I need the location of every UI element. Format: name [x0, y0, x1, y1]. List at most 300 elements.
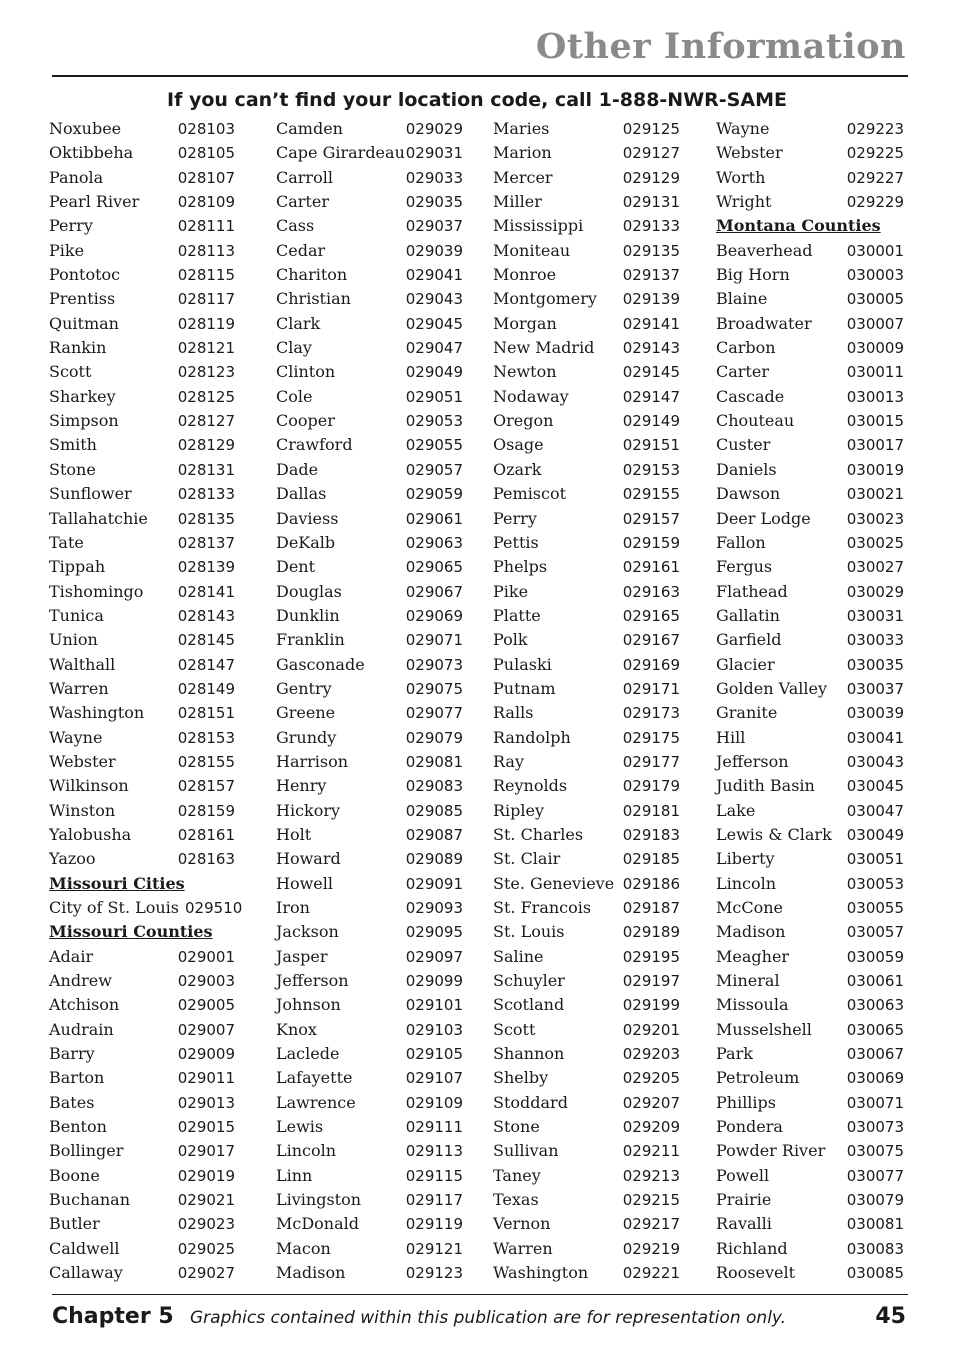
location-code: 029205: [622, 1069, 680, 1088]
county-row: [49, 263, 235, 287]
county-row: [493, 701, 680, 725]
county-name: Custer: [716, 435, 771, 455]
county-row: [716, 920, 904, 944]
county-name: Sharkey: [49, 386, 116, 406]
county-row: [49, 1261, 235, 1285]
county-name: Polk: [493, 630, 528, 650]
location-code: 029187: [622, 899, 680, 917]
county-name: Boone: [49, 1165, 100, 1185]
county-row: [276, 580, 463, 604]
county-name: Cascade: [716, 386, 785, 406]
location-code: 028151: [177, 704, 235, 723]
location-code: 029115: [405, 1166, 463, 1185]
location-code: 028133: [177, 485, 235, 504]
location-code: 028119: [177, 314, 235, 333]
location-code: 028131: [177, 460, 235, 479]
county-row: [493, 1261, 680, 1285]
county-name: Linn: [276, 1165, 313, 1185]
location-code: 029167: [622, 631, 680, 650]
location-code: 029063: [405, 533, 463, 552]
county-name: Pettis: [493, 532, 539, 552]
county-name: Phillips: [716, 1092, 776, 1112]
location-code: 029195: [622, 947, 680, 966]
county-row: [276, 653, 463, 677]
county-name: Warren: [49, 678, 109, 698]
county-name: Pearl River: [49, 192, 140, 212]
county-row: [716, 1261, 904, 1285]
county-name: Carter: [716, 362, 769, 382]
county-row: [716, 653, 904, 677]
county-name: Blaine: [716, 289, 768, 309]
location-code: 028129: [177, 436, 235, 455]
county-name: Pondera: [716, 1117, 783, 1137]
county-name: Powder River: [716, 1141, 826, 1161]
location-code: 029095: [405, 923, 463, 942]
county-row: [49, 482, 235, 506]
location-code: 029161: [622, 558, 680, 577]
county-name: Reynolds: [493, 776, 568, 796]
county-name: Dunklin: [276, 605, 340, 625]
county-row: [49, 1212, 235, 1236]
county-row: [716, 580, 904, 604]
county-name: Panola: [49, 167, 104, 187]
county-name: Dade: [276, 459, 319, 479]
county-name: Union: [49, 630, 98, 650]
location-code: 030007: [846, 314, 904, 333]
county-name: Howard: [276, 849, 341, 869]
county-name: Butler: [49, 1214, 100, 1234]
location-code: 030079: [846, 1191, 904, 1210]
location-code: 028145: [177, 631, 235, 650]
location-code-subtitle: If you can’t find your location code, call 1-888-NWR-SAME: [167, 89, 787, 111]
county-row: [49, 1164, 235, 1188]
section-heading-label: Missouri Cities: [49, 873, 185, 893]
county-name: Madison: [716, 922, 786, 942]
location-code: 029077: [405, 704, 463, 723]
county-row: [493, 482, 680, 506]
location-code: 029033: [405, 168, 463, 187]
county-name: Tallahatchie: [49, 508, 148, 528]
location-code: 030009: [846, 339, 904, 358]
county-row: [49, 726, 235, 750]
location-code: 029061: [405, 509, 463, 528]
county-row: [49, 1115, 235, 1139]
county-name: Newton: [493, 362, 557, 382]
county-row: [716, 677, 904, 701]
location-code: 029213: [622, 1166, 680, 1185]
location-code: 030037: [846, 679, 904, 698]
location-code: 029029: [405, 120, 463, 138]
county-name: Moniteau: [493, 240, 571, 260]
location-code: 030047: [846, 801, 904, 820]
county-row: [493, 190, 680, 214]
county-row: [716, 482, 904, 506]
county-row: [276, 409, 463, 433]
location-code: 029183: [622, 825, 680, 844]
county-row: [716, 141, 904, 165]
county-name: Daviess: [276, 508, 339, 528]
county-name: Marion: [493, 143, 552, 163]
county-name: McCone: [716, 898, 783, 917]
county-name: Phelps: [493, 557, 548, 577]
location-code: 028149: [177, 679, 235, 698]
county-name: Stone: [49, 459, 96, 479]
county-name: Clay: [276, 338, 312, 358]
location-code: 029073: [405, 655, 463, 674]
location-code: 029023: [177, 1215, 235, 1234]
county-name: Ste. Genevieve: [493, 873, 615, 893]
county-name: DeKalb: [276, 532, 336, 552]
county-name: Carter: [276, 192, 329, 212]
county-name: Adair: [49, 946, 94, 966]
location-code: 029186: [622, 874, 680, 893]
county-name: Mercer: [493, 167, 553, 187]
county-name: Dawson: [716, 484, 781, 504]
county-row: [716, 1164, 904, 1188]
county-name: Granite: [716, 703, 778, 723]
county-name: Hickory: [276, 800, 341, 820]
county-name: Dallas: [276, 484, 327, 504]
county-row: [276, 1188, 463, 1212]
county-row: [49, 531, 235, 555]
location-code: 029085: [405, 801, 463, 820]
county-name: Jackson: [276, 922, 339, 942]
county-row: [493, 1188, 680, 1212]
page-title: Other Information: [535, 26, 906, 67]
county-name: Wayne: [716, 119, 770, 138]
location-code: 030085: [846, 1264, 904, 1283]
location-code: 029103: [405, 1020, 463, 1039]
location-code: 029067: [405, 582, 463, 601]
location-code: 029079: [405, 728, 463, 747]
location-code: 028157: [177, 777, 235, 796]
county-row: [276, 1115, 463, 1139]
location-code: 030023: [846, 509, 904, 528]
county-name: Chouteau: [716, 411, 795, 431]
county-name: Prentiss: [49, 289, 116, 309]
county-row: [49, 604, 235, 628]
location-code: 030029: [846, 582, 904, 601]
county-name: Lincoln: [716, 873, 777, 893]
location-code: 029203: [622, 1045, 680, 1064]
county-row: [276, 823, 463, 847]
location-code: 029045: [405, 314, 463, 333]
county-row: [716, 360, 904, 384]
county-row: [49, 1237, 235, 1261]
county-name: Vernon: [493, 1214, 551, 1234]
location-code: 029025: [177, 1239, 235, 1258]
county-row: [716, 239, 904, 263]
county-row: [49, 701, 235, 725]
county-name: Meagher: [716, 946, 790, 966]
county-name: Richland: [716, 1238, 788, 1258]
county-row: [493, 458, 680, 482]
county-name: Pemiscot: [493, 484, 567, 504]
location-code: 029171: [622, 679, 680, 698]
county-name: Maries: [493, 119, 550, 138]
county-row: [493, 409, 680, 433]
location-code: 029019: [177, 1166, 235, 1185]
county-name: Buchanan: [49, 1190, 131, 1210]
county-name: Osage: [493, 435, 544, 455]
county-row: [716, 969, 904, 993]
location-code: 029125: [622, 120, 680, 138]
county-name: Tippah: [49, 557, 106, 577]
location-code: 029043: [405, 290, 463, 309]
county-name: Madison: [276, 1263, 346, 1283]
location-code: 029017: [177, 1142, 235, 1161]
county-name: Camden: [276, 119, 343, 138]
location-code: 029197: [622, 972, 680, 991]
county-name: Fergus: [716, 557, 773, 577]
county-name: Ralls: [493, 703, 534, 723]
county-row: [49, 507, 235, 531]
county-name: Pulaski: [493, 654, 552, 674]
county-row: [276, 726, 463, 750]
location-code: 030057: [846, 923, 904, 942]
county-name: Prairie: [716, 1190, 772, 1210]
county-name: Bollinger: [49, 1141, 124, 1161]
county-row: [716, 409, 904, 433]
county-name: Simpson: [49, 411, 119, 431]
county-name: Scotland: [493, 995, 565, 1015]
county-name: St. Louis: [493, 922, 565, 942]
county-name: Jefferson: [276, 971, 349, 991]
county-row: [716, 1042, 904, 1066]
county-name: Benton: [49, 1117, 107, 1137]
county-row: [276, 385, 463, 409]
county-row: [276, 677, 463, 701]
location-code: 029207: [622, 1093, 680, 1112]
county-name: Knox: [276, 1019, 317, 1039]
county-row: [276, 1164, 463, 1188]
county-row: [276, 312, 463, 336]
location-code: 029169: [622, 655, 680, 674]
location-code: 030083: [846, 1239, 904, 1258]
county-name: Harrison: [276, 751, 349, 771]
location-code: 029057: [405, 460, 463, 479]
county-row: [276, 920, 463, 944]
section-heading: [716, 214, 904, 238]
location-code: 028147: [177, 655, 235, 674]
county-column-1: [49, 117, 243, 1286]
county-name: Missoula: [716, 995, 789, 1015]
location-code: 029097: [405, 947, 463, 966]
county-row: [276, 214, 463, 238]
county-name: Warren: [493, 1238, 553, 1258]
location-code: 030033: [846, 631, 904, 650]
county-row: [276, 604, 463, 628]
location-code: 029119: [405, 1215, 463, 1234]
county-name: Lafayette: [276, 1068, 353, 1088]
location-code: 028159: [177, 801, 235, 820]
county-name: Gentry: [276, 678, 332, 698]
location-code: 030021: [846, 485, 904, 504]
county-row: [49, 458, 235, 482]
county-name: Scott: [493, 1019, 536, 1039]
county-name: Gallatin: [716, 605, 780, 625]
location-code: 030041: [846, 728, 904, 747]
county-name: Mineral: [716, 971, 780, 991]
county-name: Audrain: [49, 1019, 114, 1039]
county-name: Pike: [49, 240, 85, 260]
location-code: 029053: [405, 412, 463, 431]
county-row: [716, 433, 904, 457]
location-code: 029107: [405, 1069, 463, 1088]
county-row: [716, 701, 904, 725]
location-code: 030043: [846, 752, 904, 771]
location-code: 030053: [846, 874, 904, 893]
section-heading: [49, 920, 235, 944]
location-code: 030061: [846, 972, 904, 991]
county-row: [49, 1066, 235, 1090]
county-name: Walthall: [49, 654, 116, 674]
county-name: Tunica: [49, 605, 104, 625]
county-row: [49, 1139, 235, 1163]
county-row: [493, 287, 680, 311]
county-row: [716, 507, 904, 531]
county-name: Winston: [49, 800, 116, 820]
county-name: Randolph: [493, 727, 571, 747]
county-row: [493, 896, 680, 920]
location-code: 029145: [622, 363, 680, 382]
county-name: Barry: [49, 1044, 95, 1064]
county-row: [493, 628, 680, 652]
county-row: [276, 141, 463, 165]
location-code: 029129: [622, 168, 680, 187]
location-code: 029510: [185, 899, 243, 917]
county-row: [493, 653, 680, 677]
county-name: Platte: [493, 605, 541, 625]
county-name: Lake: [716, 800, 756, 820]
county-row: [493, 214, 680, 238]
county-name: Washington: [49, 703, 145, 723]
county-row: [276, 507, 463, 531]
county-row: [493, 433, 680, 457]
county-row: [716, 847, 904, 871]
county-row: [276, 360, 463, 384]
county-row: [716, 1212, 904, 1236]
county-row: [49, 969, 235, 993]
location-code: 029201: [622, 1020, 680, 1039]
county-row: [49, 409, 235, 433]
location-code: 029111: [405, 1118, 463, 1137]
county-name: Morgan: [493, 313, 557, 333]
county-row: [716, 1139, 904, 1163]
section-heading-label: Montana Counties: [716, 216, 881, 236]
location-code: 029031: [405, 144, 463, 163]
county-row: [493, 726, 680, 750]
county-row: [493, 920, 680, 944]
county-name: Glacier: [716, 654, 775, 674]
header-rule: [52, 75, 908, 77]
county-name: Petroleum: [716, 1068, 800, 1088]
county-name: Greene: [276, 703, 336, 723]
location-code: 028141: [177, 582, 235, 601]
county-name: Noxubee: [49, 119, 122, 138]
county-row: [276, 531, 463, 555]
county-row: [493, 1212, 680, 1236]
county-name: Stone: [493, 1117, 540, 1137]
location-code: 029013: [177, 1093, 235, 1112]
county-row: [49, 214, 235, 238]
county-row: [276, 1212, 463, 1236]
county-row: [49, 823, 235, 847]
county-row: [276, 433, 463, 457]
county-row: [716, 531, 904, 555]
county-row: [716, 1066, 904, 1090]
county-row: [493, 872, 680, 896]
county-row: [276, 701, 463, 725]
county-name: Jefferson: [716, 751, 789, 771]
location-code: 029175: [622, 728, 680, 747]
county-name: Callaway: [49, 1263, 123, 1283]
location-code: 029157: [622, 509, 680, 528]
county-row: [276, 555, 463, 579]
county-row: [49, 239, 235, 263]
county-name: City of St. Louis: [49, 898, 180, 917]
location-code: 030071: [846, 1093, 904, 1112]
county-row: [276, 336, 463, 360]
county-row: [493, 969, 680, 993]
location-code: 028111: [177, 217, 235, 236]
location-code: 030003: [846, 266, 904, 285]
location-code: 029123: [405, 1264, 463, 1283]
location-code: 029039: [405, 241, 463, 260]
county-name: Hill: [716, 727, 746, 747]
location-code: 030069: [846, 1069, 904, 1088]
county-name: Judith Basin: [716, 776, 815, 796]
county-name: Beaverhead: [716, 240, 813, 260]
county-name: Franklin: [276, 630, 345, 650]
county-row: [49, 653, 235, 677]
county-name: Wright: [716, 192, 772, 212]
county-name: Park: [716, 1044, 753, 1064]
location-code: 029071: [405, 631, 463, 650]
location-code: 028117: [177, 290, 235, 309]
location-code: 029007: [177, 1020, 235, 1039]
location-code: 029139: [622, 290, 680, 309]
county-row: [49, 993, 235, 1017]
county-name: Cole: [276, 386, 313, 406]
county-row: [49, 580, 235, 604]
location-code: 028161: [177, 825, 235, 844]
county-name: Crawford: [276, 435, 353, 455]
county-name: Fallon: [716, 532, 766, 552]
county-row: [49, 677, 235, 701]
county-name: Shannon: [493, 1044, 565, 1064]
location-code: 030051: [846, 850, 904, 869]
county-row: [49, 141, 235, 165]
county-row: [276, 166, 463, 190]
county-name: Stoddard: [493, 1092, 568, 1112]
location-code: 029091: [405, 874, 463, 893]
county-row: [716, 1091, 904, 1115]
county-row: [276, 239, 463, 263]
county-name: Lawrence: [276, 1092, 356, 1112]
county-row: [49, 190, 235, 214]
county-row: [716, 190, 904, 214]
location-code: 028135: [177, 509, 235, 528]
county-row: [49, 628, 235, 652]
location-code: 028107: [177, 168, 235, 187]
county-row: [716, 312, 904, 336]
county-name: Webster: [716, 143, 783, 163]
county-name: Scott: [49, 362, 92, 382]
county-row: [493, 1237, 680, 1261]
county-name: Johnson: [276, 995, 341, 1015]
county-name: Pontotoc: [49, 265, 121, 285]
